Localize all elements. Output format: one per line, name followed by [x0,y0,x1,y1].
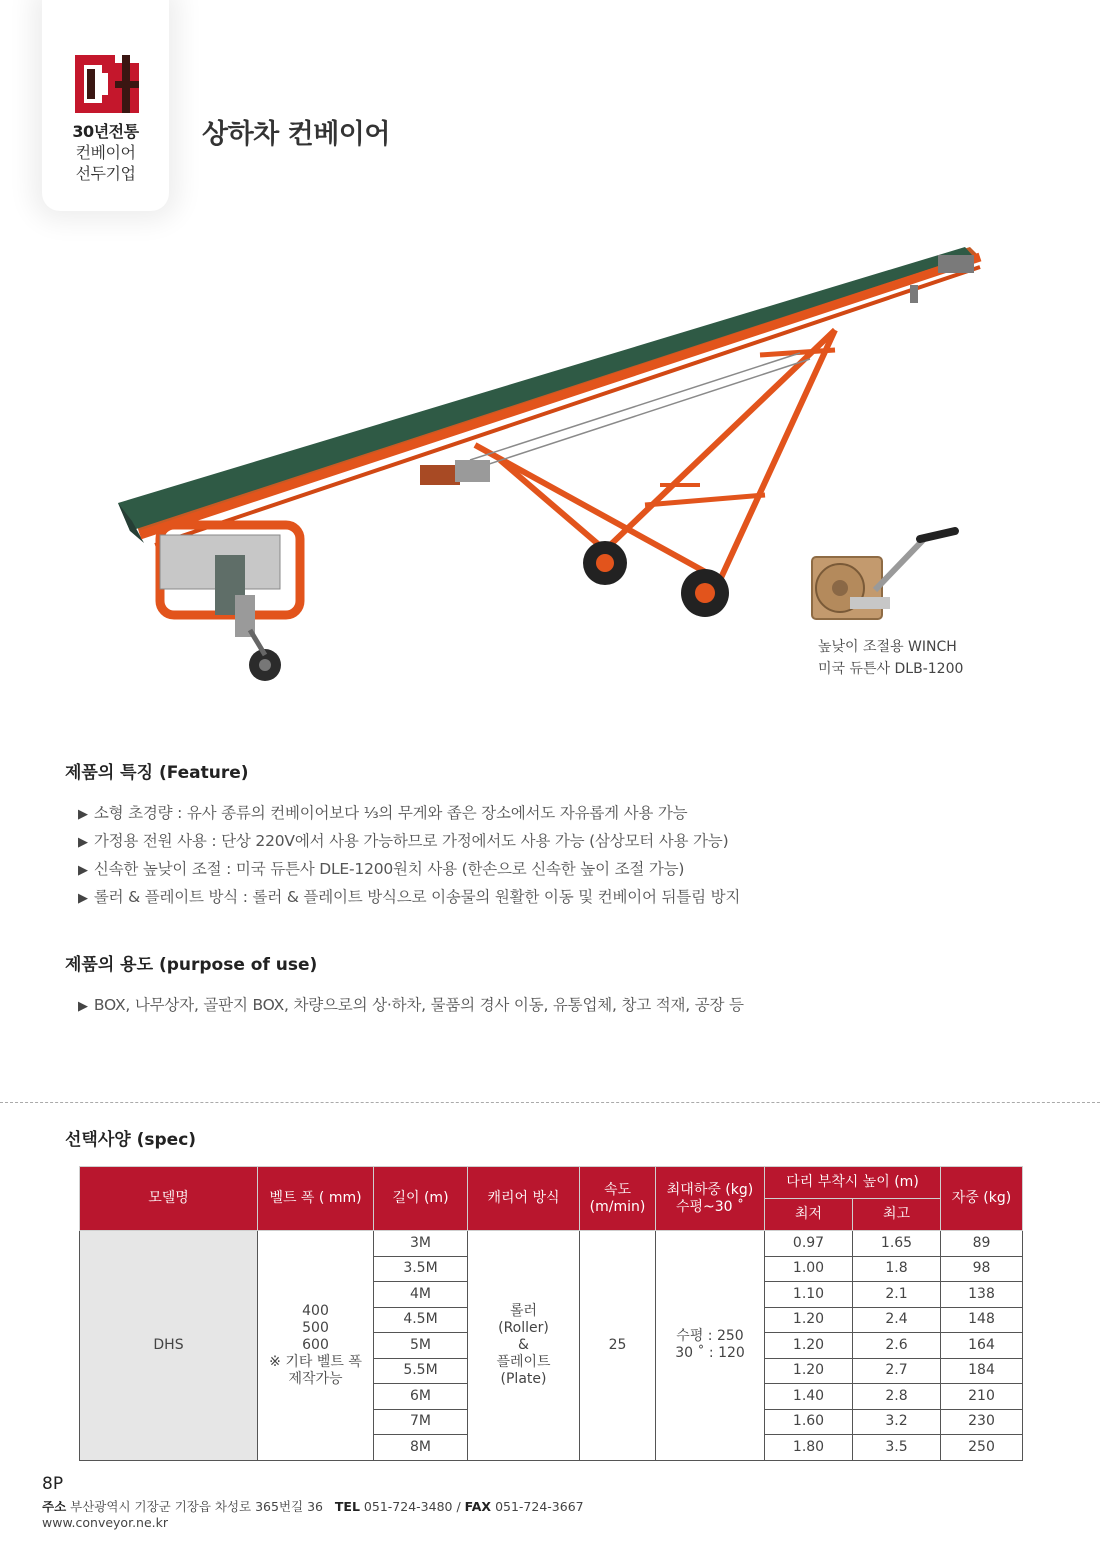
cell-weight: 230 [941,1409,1023,1435]
cell-weight: 148 [941,1307,1023,1333]
winch-caption-line-1: 높낮이 조절용 WINCH [818,639,957,655]
cell-max: 3.5 [853,1435,941,1461]
cell-weight: 210 [941,1384,1023,1410]
cell-length: 8M [374,1435,468,1461]
page-number: 8P [42,1474,64,1494]
brand-slogan [42,121,169,184]
header-max-load: 최대하중 (kg) 수평~30 ˚ [656,1167,765,1231]
cell-min: 1.20 [765,1358,853,1384]
cell-min: 1.10 [765,1282,853,1308]
header-weight: 자중 (kg) [941,1167,1023,1231]
cell-min: 0.97 [765,1231,853,1257]
company-logo [75,55,139,113]
cell-model: DHS [80,1231,258,1461]
dashed-divider [0,1102,1100,1103]
bullet-arrow-icon: ▶ [78,835,88,850]
bullet-arrow-icon: ▶ [78,891,88,906]
cell-max: 3.2 [853,1409,941,1435]
purpose-list [78,992,744,1020]
cell-min: 1.20 [765,1333,853,1359]
logo-card [42,0,169,211]
feature-list [78,800,740,912]
purpose-title: 제품의 용도 (purpose of use) [65,955,318,975]
list-item: ▶ 가정용 전원 사용 : 단상 220V에서 사용 가능하므로 가정에서도 사용 가능 (삼상모터 사용 가능) [78,832,729,850]
winch-illustration [812,531,955,619]
cell-min: 1.60 [765,1409,853,1435]
header-model: 모델명 [80,1167,258,1231]
cell-weight: 138 [941,1282,1023,1308]
product-photo [100,235,1000,695]
winch-caption [818,636,963,680]
cell-length: 5M [374,1333,468,1359]
bullet-arrow-icon: ▶ [78,999,88,1014]
footer-address: 주소 부산광역시 기장군 기장읍 차성로 365번길 36 TEL 051-724-3480 / FAX 051-724-3667 [42,1499,584,1514]
cell-length: 5.5M [374,1358,468,1384]
cell-length: 4M [374,1282,468,1308]
cell-max: 1.65 [853,1231,941,1257]
spec-table [79,1166,1023,1461]
cell-min: 1.00 [765,1256,853,1282]
header-leg-height: 다리 부착시 높이 (m) [765,1167,941,1199]
brand-line-3: 선두기업 [75,164,136,183]
cell-max-load: 수평 : 250 30 ˚ : 120 [656,1231,765,1461]
bullet-arrow-icon: ▶ [78,863,88,878]
cell-weight: 164 [941,1333,1023,1359]
cell-max: 2.8 [853,1384,941,1410]
cell-length: 7M [374,1409,468,1435]
spec-title: 선택사양 (spec) [65,1130,197,1150]
cell-weight: 89 [941,1231,1023,1257]
feature-title: 제품의 특징 (Feature) [65,763,249,783]
list-item: ▶ BOX, 나무상자, 골판지 BOX, 차량으로의 상·하차, 물품의 경사 이동, 유통업체, 창고 적재, 공장 등 [78,996,744,1014]
cell-max: 2.7 [853,1358,941,1384]
header-speed: 속도 (m/min) [580,1167,656,1231]
page-title: 상하차 컨베이어 [202,119,390,150]
cell-length: 6M [374,1384,468,1410]
brand-line-2: 컨베이어 [75,143,136,162]
header-max: 최고 [853,1199,941,1231]
cell-weight: 98 [941,1256,1023,1282]
brand-line-1: 30년전통 [72,122,139,141]
cell-belt-width: 400 500 600 ※ 기타 벨트 폭 제작가능 [258,1231,374,1461]
cell-weight: 184 [941,1358,1023,1384]
table-row [80,1231,1023,1257]
list-item: ▶ 소형 초경량 : 유사 종류의 컨베이어보다 ⅓의 무게와 좁은 장소에서도 자유롭게 사용 가능 [78,804,688,822]
cell-weight: 250 [941,1435,1023,1461]
cell-min: 1.20 [765,1307,853,1333]
cell-length: 4.5M [374,1307,468,1333]
header-carrier: 캐리어 방식 [468,1167,580,1231]
cell-length: 3.5M [374,1256,468,1282]
bullet-arrow-icon: ▶ [78,807,88,822]
cell-min: 1.80 [765,1435,853,1461]
header-min: 최저 [765,1199,853,1231]
cell-max: 2.4 [853,1307,941,1333]
list-item: ▶ 롤러 & 플레이트 방식 : 롤러 & 플레이트 방식으로 이송물의 원활한 이동 및 컨베이어 뒤틀림 방지 [78,888,741,906]
cell-max: 1.8 [853,1256,941,1282]
cell-max: 2.1 [853,1282,941,1308]
header-length: 길이 (m) [374,1167,468,1231]
cell-speed: 25 [580,1231,656,1461]
cell-min: 1.40 [765,1384,853,1410]
header-belt-width: 벨트 폭 ( mm) [258,1167,374,1231]
cell-max: 2.6 [853,1333,941,1359]
winch-caption-line-2: 미국 듀튼사 DLB-1200 [818,661,964,677]
list-item: ▶ 신속한 높낮이 조절 : 미국 듀튼사 DLE-1200원치 사용 (한손으로 신속한 높이 조절 가능) [78,860,685,878]
cell-length: 3M [374,1231,468,1257]
cell-carrier: 롤러 (Roller) & 플레이트 (Plate) [468,1231,580,1461]
website-link[interactable]: www.conveyor.ne.kr [42,1515,169,1530]
